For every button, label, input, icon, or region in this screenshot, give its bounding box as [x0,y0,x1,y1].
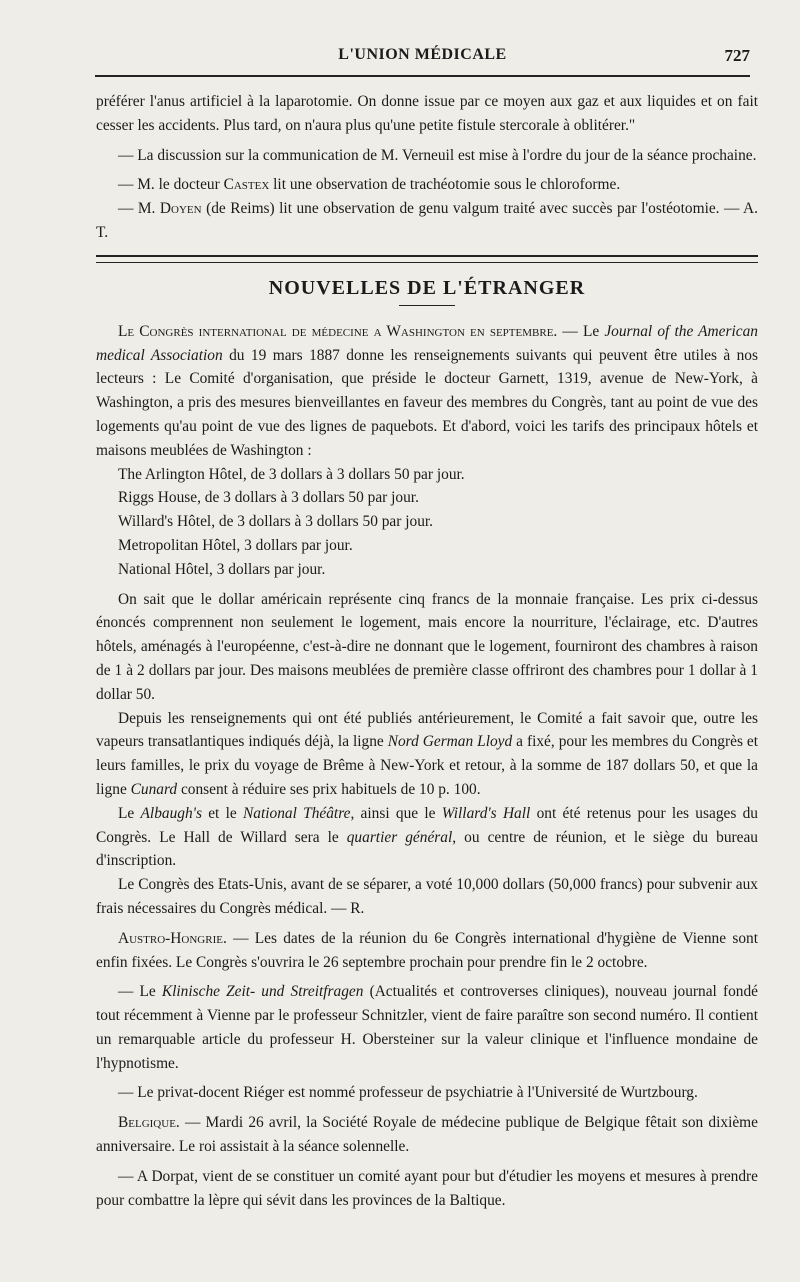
author-name: Castex [223,176,270,194]
text-run: — Mardi 26 avril, la Société Royale de médecine publique de Belgique fêtait son dixième anniversaire. Le roi assistait à la séance solennelle. [96,1114,758,1156]
section-title: NOUVELLES DE L'ÉTRANGER [268,276,586,299]
paragraph-autriche [96,927,758,975]
text-run: consent à réduire ses prix habituels de 10 p. 100. [177,780,481,798]
text-run: — M. le docteur [118,176,224,194]
paragraph-dorpat: — A Dorpat, vient de se constituer un comité ayant pour but d'étudier les moyens et mesures à prendre pour combattre la lèpre qui sévit dans les provinces de la Baltique. [96,1167,758,1209]
text-run: (Actualités et controverses cliniques), nouveau journal fondé tout récemment à Vienne par le professeur Schnitzler, vient de faire paraître son second numéro. Il contient un remarquable article du professeur H. Obersteiner sur la valeur clinique et l'influence mondaine de l'hypnotisme. [96,983,758,1072]
article-body [96,90,758,1212]
text-run: a fixé, pour les membres du Congrès et leurs familles, le prix du voyage de Brême à New-York et retour, à la somme de 187 dollars 50, et que la ligne [96,733,758,798]
paragraph-discussion: — La discussion sur la communication de M. Verneuil est mise à l'ordre du jour de la séance prochaine. [118,146,757,164]
venue-name: Willard's Hall [441,804,531,822]
paragraph-continuation: préférer l'anus artificiel à la laparotomie. On donne issue par ce moyen aux gaz et aux liquides et on fait cesser les accidents. Plus tard, on n'aura plus qu'une petite fistule stercorale à oblitérer." [96,93,758,134]
text-run: du 19 mars 1887 donne les renseignements suivants qui peuvent être utiles à nos lecteurs : Le Comité d'organisation, que préside le docteur Garnett, 1319, avenue de New-York, à Washington, a pris des mesures bienveillantes en faveur des membres du Congrès, tant au point de vue des logements qu'au point de vue des lignes de paquebots. Et d'abord, voici les tarifs des principaux hôtels et maisons meublées de Washington : [96,346,758,459]
paragraph-dollar: On sait que le dollar américain représente cinq francs de la monnaie française. Les prix ci-dessus énoncés comprennent non seulement le logement, mais encore la nourriture, l'éclairage, etc. D'autres hôtels, aménagés à l'européenne, c'est-à-dire ne donnant que le logement, fourniront des chambres à raison de 1 à 2 dollars par jour. Des maisons meublées de première classe offriront des chambres pour 1 dollar à 1 dollar 50. [96,590,758,703]
venue-name: National Théâtre [242,804,351,822]
venue-name: Albaugh's [140,804,202,822]
text-run: — Le [557,322,605,340]
text-run: — Les dates de la réunion du 6e Congrès international d'hygiène de Vienne sont enfin fixées. Le Congrès s'ouvrira le 26 septembre prochain pour prendre fin le 2 octobre. [96,929,758,971]
venue-name: quartier général [346,828,453,846]
running-head [95,46,750,74]
list-item: National Hôtel, 3 dollars par jour. [118,560,326,578]
paragraph-doyen [96,197,758,245]
list-item: Willard's Hôtel, de 3 dollars à 3 dollars 50 par jour. [118,513,434,531]
text-run: ont été retenus pour les usages du Congrès. Le Hall de Willard sera le [96,804,758,846]
paragraph-congres [96,320,758,463]
text-run: Depuis les renseignements qui ont été publiés antérieurement, le Comité a fait savoir que, outre les vapeurs transatlantiques indiqués déjà, la ligne [96,709,758,751]
paragraph-albaugh [96,802,758,873]
list-item: The Arlington Hôtel, de 3 dollars à 3 dollars 50 par jour. [118,465,465,483]
header-rule [95,75,750,77]
news-heading: Belgique. [118,1114,180,1132]
page-number: 727 [724,46,750,65]
paragraph-rieger: — Le privat-docent Riéger est nommé professeur de psychiatrie à l'Université de Wurtzbourg. [118,1084,698,1102]
journal-title: L'UNION MÉDICALE [338,46,507,63]
journal-name: Journal of the American medical Association [96,322,758,364]
text-run: , ainsi que le [350,804,442,822]
paragraph-vote: Le Congrès des Etats-Unis, avant de se séparer, a voté 10,000 dollars (50,000 francs) pour subvenir aux frais nécessaires du Congrès médical. — R. [96,876,758,917]
ship-line-name: Nord German Lloyd [387,733,513,751]
paragraph-belgique [96,1111,758,1159]
author-name: Doyen [159,200,202,218]
text-run: et le [201,804,243,822]
text-run: — M. [118,200,160,218]
journal-name: Klinische Zeit- und Streitfragen [161,983,364,1001]
title-underline [399,305,455,306]
paragraph-depuis [96,707,758,802]
text-run: — Le [118,983,162,1001]
ship-line-name: Cunard [130,780,178,798]
text-run: (de Reims) lit une observation de genu valgum traité avec succès par l'ostéotomie. — A. T. [96,200,758,241]
list-item: Riggs House, de 3 dollars à 3 dollars 50 par jour. [118,489,419,507]
list-item: Metropolitan Hôtel, 3 dollars par jour. [118,536,353,554]
news-heading: Austro-Hongrie. [118,929,227,947]
text-run: , ou centre de réunion, et le siège du bureau d'inscription. [96,828,758,870]
text-run: lit une observation de trachéotomie sous le chloroforme. [269,176,621,194]
hotel-list [96,463,758,582]
paragraph-klinische [96,980,758,1075]
paragraph-castex [96,173,758,197]
news-heading: Le Congrès international de médecine a Washington en septembre. [118,322,558,340]
section-divider [96,255,758,263]
text-run: Le [118,804,141,822]
